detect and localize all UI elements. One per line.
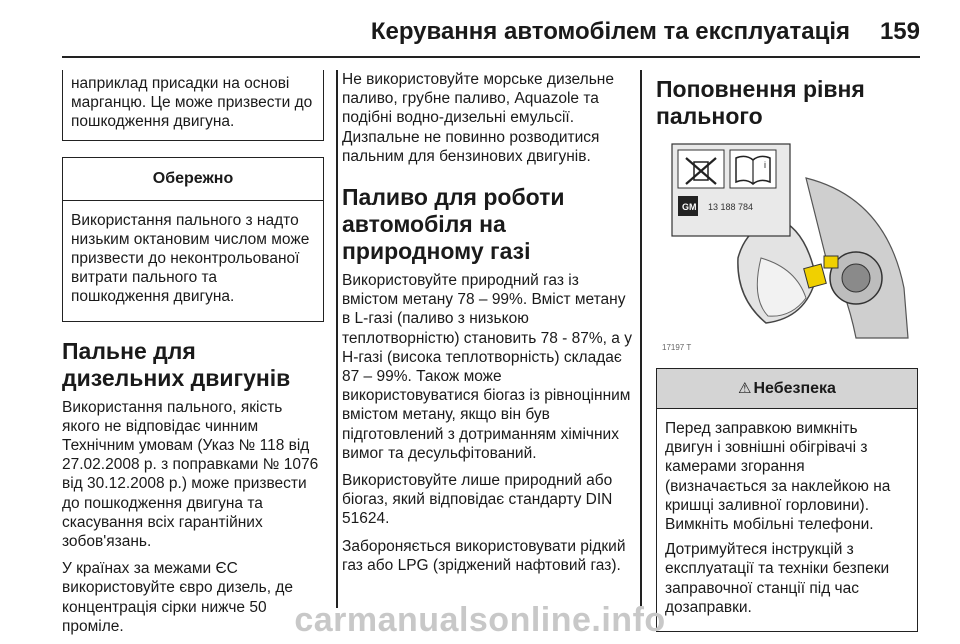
danger-box <box>656 368 918 632</box>
danger-title-bar <box>657 369 917 409</box>
marine-fuel-paragraph: Не використовуйте морське дизельне паливо, грубне паливо, Aquazole та подібні водно-дизельні емульсії. Дизпальне не повинно розводитися пальним для бензинових двигунів. <box>342 71 614 165</box>
natural-gas-heading: Паливо для роботи автомобіля на природному газі <box>342 184 565 265</box>
natural-gas-paragraph-1: Використовуйте природний газ із вмістом метану 78 – 99%. Вміст метану в L-газі (паливо з низькою теплотворністю) становить 78 - 87%, а у H-газі (висока теплотворність) складає 87 – 99%. Також може використовуватися біогаз із рівноцінним вмістом метану, якщо він був підготовлений з дотриманням хімічних вимог та десульфітований. <box>342 272 632 462</box>
fuel-filler-illustration <box>656 138 918 356</box>
diesel-heading: Пальне для дизельних двигунів <box>62 337 291 391</box>
caution-text: Використання пального з надто низьким октановим числом може призвести до неконтрольованої витрати пального та пошкодження двигуна. <box>71 211 310 306</box>
column-left <box>62 70 324 644</box>
site-watermark: carmanualsonline.info <box>294 601 666 639</box>
danger-title: Небезпека <box>753 380 836 397</box>
column-right <box>656 70 918 632</box>
header-title: Керування автомобілем та експлуатація <box>370 18 850 45</box>
diesel-paragraph-1: Використання пального, якість якого не відповідає чинним Технічним умовам (Указ № 118 від 27.02.2008 р. з поправками № 1076 від 30.12.2008 р.) може призвести до пошкодження двигуна та скасування всіх гарантійних зобов'язань. <box>62 398 319 551</box>
svg-text:i: i <box>764 160 766 170</box>
column-divider-1 <box>336 70 338 608</box>
diesel-paragraph-2: У країнах за межами ЄС використовуйте євро дизель, де концентрація сірки нижче 50 проміле. <box>62 560 294 635</box>
continued-notice-text: наприклад присадки на основі марганцю. Це може призвести до пошкодження двигуна. <box>71 75 313 131</box>
label-part-code: 13 188 784 <box>708 202 754 212</box>
column-middle <box>342 70 632 583</box>
figure-id: 17197 T <box>662 343 692 352</box>
gm-badge-text: GM <box>682 202 697 212</box>
column-divider-2 <box>640 70 642 608</box>
page-number: 159 <box>879 18 920 45</box>
natural-gas-paragraph-3: Забороняється використовувати рідкий газ або LPG (зріджений нафтовий газ). <box>342 537 626 574</box>
continued-notice-box <box>62 70 324 141</box>
warning-triangle-icon: ⚠ <box>738 380 752 397</box>
caution-box <box>62 157 324 322</box>
header-rule <box>62 56 920 58</box>
refuel-heading: Поповнення рівня пального <box>656 76 865 129</box>
natural-gas-paragraph-2: Використовуйте лише природний або біогаз, який відповідає стандарту DIN 51624. <box>342 472 613 528</box>
danger-paragraph-1: Перед заправкою вимкніть двигун і зовнішні обігрівачі з камерами згорання (визначається за наклейкою на кришці заливної горловини). Вимкніть мобільні телефони. <box>665 420 891 534</box>
page-header <box>0 14 960 54</box>
danger-paragraph-2: Дотримуйтеся інструкцій з експлуатації та техніки безпеки заправочної станції під час дозаправки. <box>665 541 890 616</box>
caution-title: Обережно <box>63 158 323 201</box>
